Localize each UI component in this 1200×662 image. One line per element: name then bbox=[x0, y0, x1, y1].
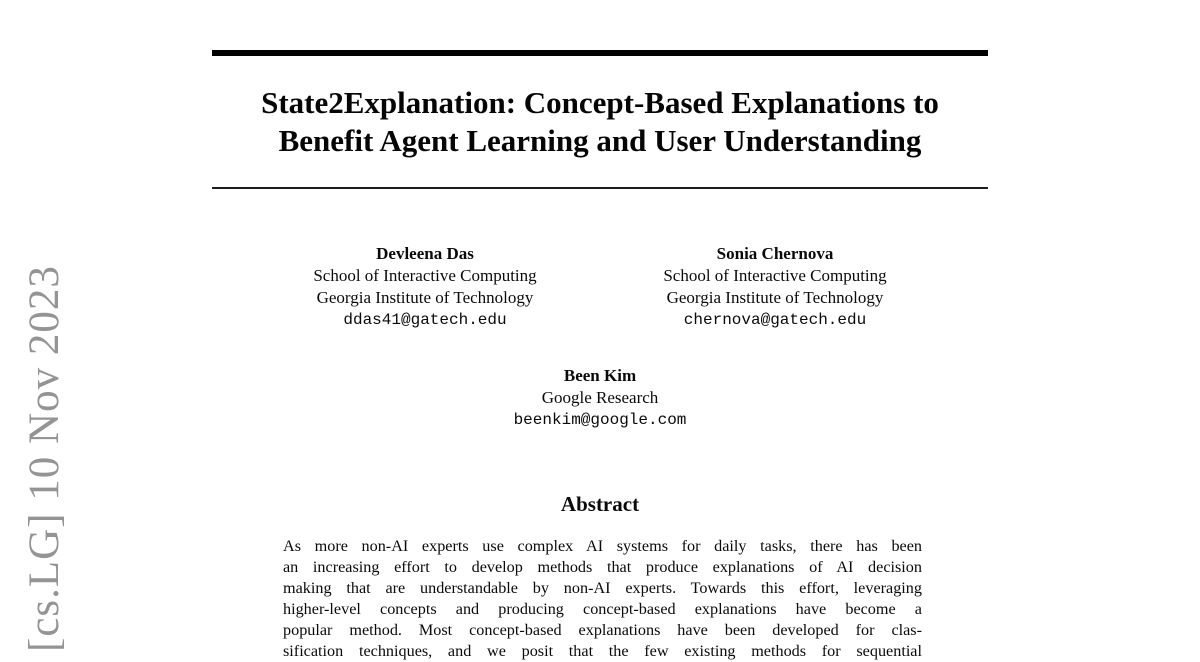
arxiv-sidebar-stamp: [cs.LG] 10 Nov 2023 bbox=[21, 265, 68, 652]
author-affiliation: Georgia Institute of Technology bbox=[316, 288, 534, 307]
abstract-line: popular method. Most concept-based explanations have been developed for clas- bbox=[283, 621, 922, 639]
author-affiliation: School of Interactive Computing bbox=[313, 266, 537, 285]
author-block-devleena-das bbox=[250, 243, 600, 331]
abstract-line: an increasing effort to develop methods that produce explanations of AI decision bbox=[283, 558, 922, 576]
paper-content bbox=[212, 0, 988, 660]
abstract-line: higher-level concepts and producing concept-based explanations have become a bbox=[283, 600, 922, 618]
author-affiliation: Google Research bbox=[541, 388, 659, 407]
author-affiliation: Georgia Institute of Technology bbox=[666, 288, 884, 307]
author-email: chernova@gatech.edu bbox=[683, 311, 867, 329]
top-rule bbox=[212, 50, 988, 56]
abstract-line: As more non-AI experts use complex AI systems for daily tasks, there has been bbox=[283, 537, 922, 555]
author-name: Sonia Chernova bbox=[716, 244, 834, 263]
title-separator-rule bbox=[212, 187, 988, 189]
author-email: ddas41@gatech.edu bbox=[343, 311, 507, 329]
abstract-line: sification techniques, and we posit that the few existing methods for sequential bbox=[283, 642, 922, 660]
author-email: beenkim@google.com bbox=[513, 411, 687, 429]
author-affiliation: School of Interactive Computing bbox=[663, 266, 887, 285]
paper-title-line-2: Benefit Agent Learning and User Understanding bbox=[278, 123, 922, 158]
authors-row bbox=[212, 243, 988, 331]
abstract-heading: Abstract bbox=[560, 492, 640, 516]
author-block-been-kim bbox=[425, 365, 775, 431]
paper-title bbox=[212, 84, 988, 160]
paper-title-line-1: State2Explanation: Concept-Based Explanations to bbox=[261, 85, 939, 120]
abstract-line: making that are understandable by non-AI experts. Towards this effort, leveraging bbox=[283, 579, 922, 597]
author-block-sonia-chernova bbox=[600, 243, 950, 331]
abstract-body bbox=[283, 536, 922, 662]
authors-row-2 bbox=[212, 365, 988, 431]
author-name: Been Kim bbox=[563, 366, 637, 385]
author-name: Devleena Das bbox=[376, 244, 474, 263]
